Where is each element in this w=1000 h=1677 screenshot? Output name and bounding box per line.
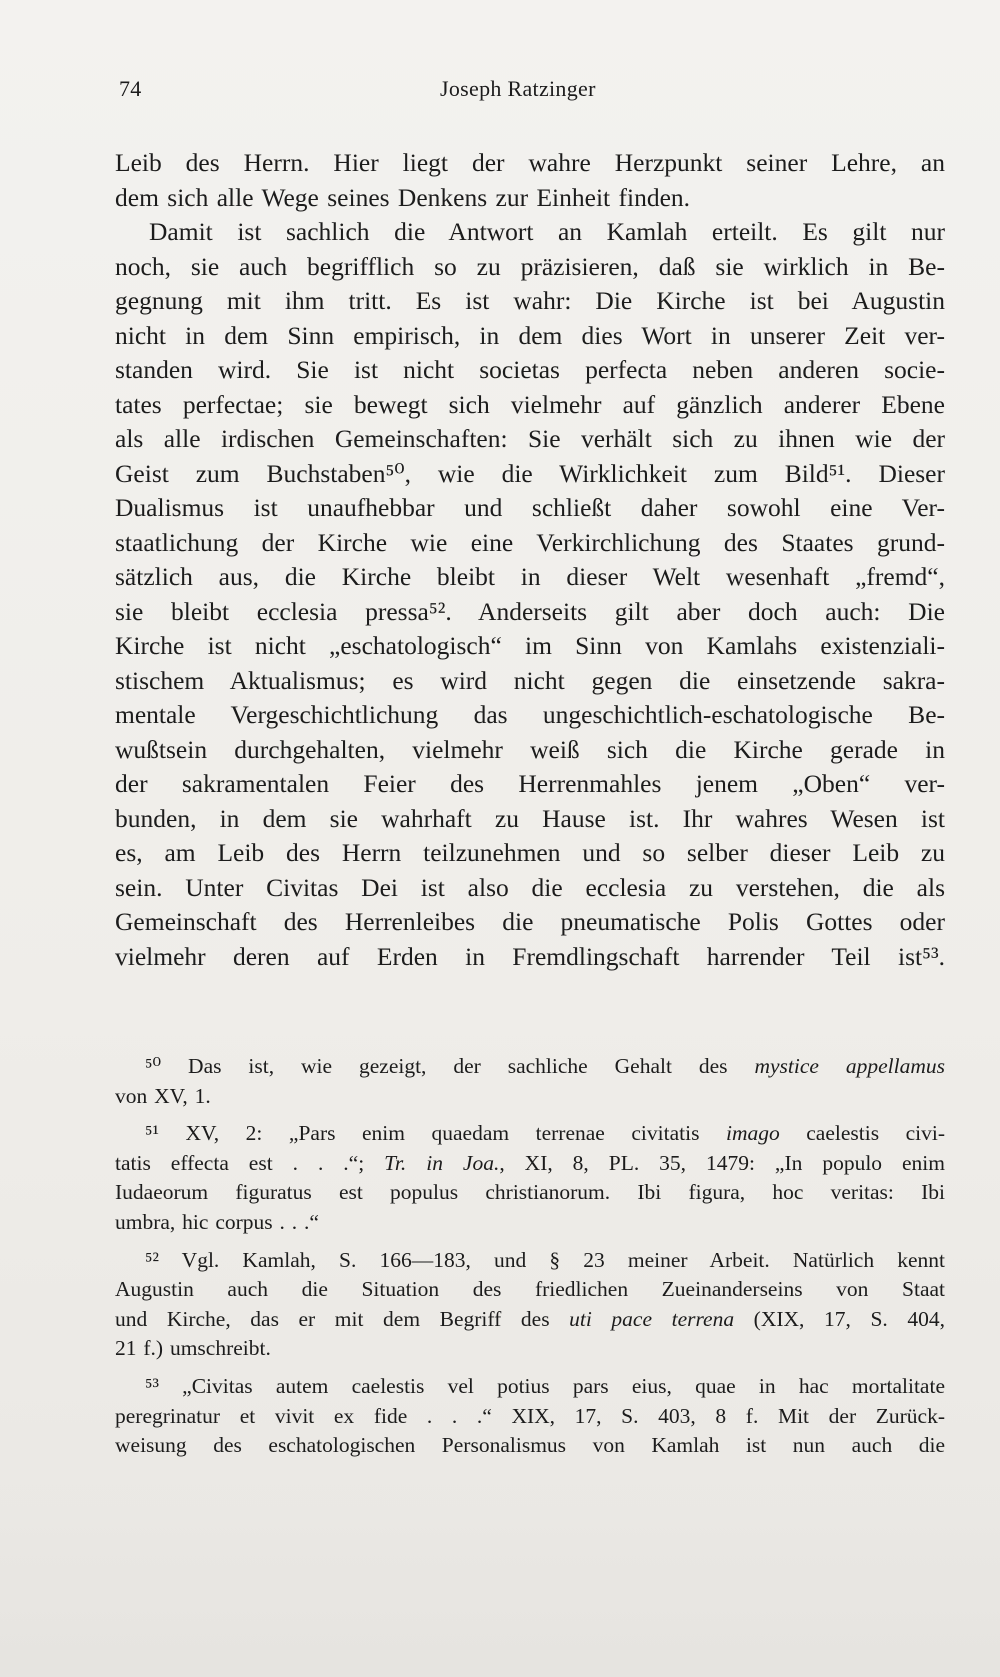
footnote-text: caelestis civi- bbox=[779, 1121, 945, 1146]
footnote-text: umbra, hic corpus . . .“ bbox=[115, 1209, 319, 1234]
text-line: es, am Leib des Herrn teilzunehmen und so selber dieser Leib zu bbox=[115, 838, 945, 867]
footnote-text: von XV, 1. bbox=[115, 1083, 211, 1108]
footnote-text: ⁵¹ XV, 2: „Pars enim quaedam terrenae civitatis bbox=[145, 1121, 726, 1146]
running-head bbox=[115, 76, 875, 106]
main-text bbox=[115, 146, 945, 974]
footnote-italic: uti pace terrena bbox=[569, 1306, 735, 1331]
text-line: Geist zum Buchstaben⁵⁰, wie die Wirklichkeit zum Bild⁵¹. Dieser bbox=[115, 458, 945, 488]
footnote-italic: Tr. in Joa. bbox=[384, 1150, 500, 1175]
text-line: wußtsein durchgehalten, vielmehr weiß sich die Kirche gerade in bbox=[115, 734, 945, 764]
text-line: gegnung mit ihm tritt. Es ist wahr: Die Kirche ist bei Augustin bbox=[115, 286, 945, 315]
footnotes bbox=[115, 1052, 945, 1469]
footnote-50 bbox=[115, 1052, 945, 1111]
text-line: standen wird. Sie ist nicht societas perfecta neben anderen socie- bbox=[115, 355, 945, 384]
footnote-text: ⁵³ „Civitas autem caelestis vel potius pars eius, quae in hac mortalitate bbox=[145, 1373, 945, 1398]
text-line: staatlichung der Kirche wie eine Verkirchlichung des Staates grund- bbox=[115, 527, 945, 557]
text-line: vielmehr deren auf Erden in Fremdlingschaft harrender Teil ist⁵³. bbox=[115, 941, 945, 971]
text-line: noch, sie auch begrifflich so zu präzisieren, daß sie wirklich in Be- bbox=[115, 251, 945, 281]
footnote-text: peregrinatur et vivit ex fide . . .“ XIX, 17, S. 403, 8 f. Mit der Zurück- bbox=[115, 1403, 945, 1428]
footnote-text: und Kirche, das er mit dem Begriff des bbox=[115, 1306, 570, 1331]
text-line: sein. Unter Civitas Dei ist also die ecclesia zu verstehen, die als bbox=[115, 872, 945, 902]
text-line: Kirche ist nicht „eschatologisch“ im Sinn von Kamlahs existenziali- bbox=[115, 631, 945, 660]
footnote-52 bbox=[115, 1246, 945, 1364]
text-line: mentale Vergeschichtlichung das ungeschichtlich-eschatologische Be- bbox=[115, 700, 945, 729]
footnote-text: (XIX, 17, S. 404, bbox=[734, 1306, 945, 1331]
footnote-text: tatis effecta est . . .“; bbox=[115, 1150, 385, 1175]
text-line: sätzlich aus, die Kirche bleibt in dieser Welt wesenhaft „fremd“, bbox=[115, 562, 945, 591]
text-line: sie bleibt ecclesia pressa⁵². Anderseits gilt aber doch auch: Die bbox=[115, 596, 945, 626]
running-title: Joseph Ratzinger bbox=[440, 76, 596, 101]
text-line: Damit ist sachlich die Antwort an Kamlah erteilt. Es gilt nur bbox=[149, 217, 945, 246]
footnote-text: ⁵² Vgl. Kamlah, S. 166—183, und § 23 meiner Arbeit. Natürlich kennt bbox=[145, 1247, 945, 1272]
text-line: bunden, in dem sie wahrhaft zu Hause ist. Ihr wahres Wesen ist bbox=[115, 803, 945, 833]
page-number: 74 bbox=[119, 76, 142, 101]
footnote-text: , XI, 8, PL. 35, 1479: „In populo enim bbox=[499, 1150, 946, 1175]
text-line: stischem Aktualismus; es wird nicht gegen die einsetzende sakra- bbox=[115, 665, 945, 695]
footnote-53 bbox=[115, 1372, 945, 1461]
footnote-text: Augustin auch die Situation des friedlichen Zueinanderseins von Staat bbox=[115, 1277, 945, 1302]
text-line: der sakramentalen Feier des Herrenmahles jenem „Oben“ ver- bbox=[115, 769, 945, 798]
footnote-text: ⁵⁰ Das ist, wie gezeigt, der sachliche Gehalt des bbox=[145, 1054, 755, 1078]
page-bottom-shade bbox=[0, 1500, 1000, 1677]
text-line: tates perfectae; sie bewegt sich vielmehr auf gänzlich anderer Ebene bbox=[115, 389, 945, 419]
footnote-text: Iudaeorum figuratus est populus christianorum. Ibi figura, hoc veritas: Ibi bbox=[115, 1180, 945, 1205]
footnote-text: weisung des eschatologischen Personalismus von Kamlah ist nun auch die bbox=[115, 1433, 945, 1458]
text-line: nicht in dem Sinn empirisch, in dem dies Wort in unserer Zeit ver- bbox=[115, 320, 945, 350]
text-line: Leib des Herrn. Hier liegt der wahre Herzpunkt seiner Lehre, an bbox=[115, 148, 945, 177]
text-line: als alle irdischen Gemeinschaften: Sie verhält sich zu ihnen wie der bbox=[115, 424, 945, 453]
footnote-italic: mystice appellamus bbox=[754, 1054, 945, 1078]
text-line: dem sich alle Wege seines Denkens zur Einheit finden. bbox=[115, 182, 691, 212]
text-line: Dualismus ist unaufhebbar und schließt daher sowohl eine Ver- bbox=[115, 493, 945, 522]
footnote-text: 21 f.) umschreibt. bbox=[115, 1336, 271, 1361]
text-line: Gemeinschaft des Herrenleibes die pneumatische Polis Gottes oder bbox=[115, 907, 945, 936]
footnote-italic: imago bbox=[725, 1121, 780, 1146]
footnote-51 bbox=[115, 1119, 945, 1237]
